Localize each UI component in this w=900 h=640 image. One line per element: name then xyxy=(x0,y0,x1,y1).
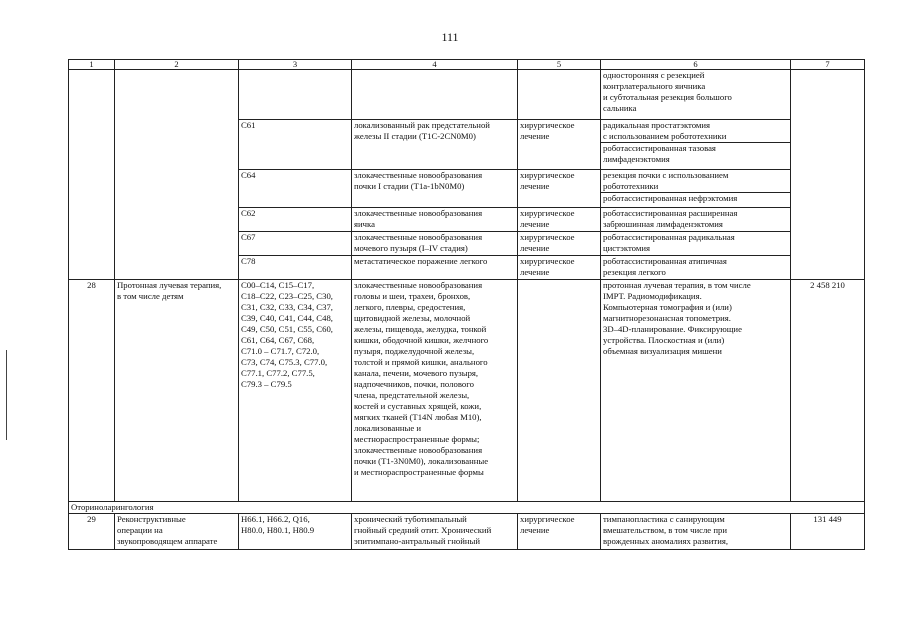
header-cell: 7 xyxy=(791,60,865,70)
header-cell: 4 xyxy=(352,60,518,70)
procedure-name-cell: Реконструктивные операции на звукопроводящем аппарате xyxy=(115,514,239,550)
header-cell: 1 xyxy=(69,60,115,70)
cell xyxy=(115,232,239,256)
cost-cell: 2 458 210 xyxy=(791,280,865,502)
treatment-cell: протонная лучевая терапия, в том числе IMPT. Радиомодификация. Компьютерная томография и (или) магнитнорезонансная топометрия. 3D–4D-планирование. Фиксирующие устройства. Плоскостная и (или) объемная визуализация мишени xyxy=(601,280,791,502)
treatment-type-cell xyxy=(518,280,601,502)
diagnosis-cell: злокачественные новообразования головы и шеи, трахеи, бронхов, легкого, плевры, средостения, щитовидной железы, молочной железы, пищевода, желудка, тонкой кишки, ободочной кишки, желчного пузыря, поджелудочной железы, толстой и прямой кишки, анального канала, печени, мочевого пузыря, надпочечников, почки, полового члена, предстательной железы, костей и суставных хрящей, кожи, мягких тканей (T14N любая M10), локализованные и местнораспространенные формы; злокачественные новообразования почки (T1-3N0M0), локализованные и местнораспространенные формы xyxy=(352,280,518,502)
cell xyxy=(791,208,865,232)
treatment-cell: радикальная простатэктомия с использованием робототехники роботассистированная тазовая лимфаденэктомия xyxy=(601,120,791,170)
diagnosis-cell: злокачественные новообразования яичка xyxy=(352,208,518,232)
treatment-type-cell: хирургическое лечение xyxy=(518,514,601,550)
icd-code-cell: H66.1, H66.2, Q16, H80.0, H80.1, H80.9 xyxy=(239,514,352,550)
treatment-cell: резекция почки с использованием робототехники роботассистированная нефрэктомия xyxy=(601,170,791,208)
icd-code-cell: C67 xyxy=(239,232,352,256)
treatment-type-cell: хирургическое лечение xyxy=(518,170,601,208)
cell xyxy=(69,70,115,120)
cell xyxy=(791,70,865,120)
table-row xyxy=(69,70,865,120)
diagnosis-cell: локализованный рак предстательной железы II стадии (T1C-2CN0M0) xyxy=(352,120,518,170)
margin-line xyxy=(6,350,7,440)
cell xyxy=(69,170,115,208)
cell xyxy=(69,208,115,232)
header-row xyxy=(69,60,865,70)
table-row xyxy=(69,120,865,170)
item-number-cell: 29 xyxy=(69,514,115,550)
header-cell: 3 xyxy=(239,60,352,70)
cell xyxy=(791,120,865,170)
table-row xyxy=(69,256,865,280)
icd-code-cell: C62 xyxy=(239,208,352,232)
diagnosis-cell: метастатическое поражение легкого xyxy=(352,256,518,280)
treatment-subitem: роботассистированная тазовая лимфаденэктомия xyxy=(601,142,790,165)
diagnosis-cell: злокачественные новообразования мочевого пузыря (I–IV стадия) xyxy=(352,232,518,256)
treatment-subitem: роботассистированная нефрэктомия xyxy=(601,192,790,204)
cell xyxy=(352,70,518,120)
procedure-name-cell: Протонная лучевая терапия, в том числе детям xyxy=(115,280,239,502)
cell xyxy=(791,256,865,280)
header-cell: 6 xyxy=(601,60,791,70)
cell xyxy=(115,208,239,232)
cell xyxy=(69,120,115,170)
icd-code-cell: C64 xyxy=(239,170,352,208)
cell xyxy=(791,232,865,256)
procedures-table xyxy=(68,59,865,550)
cell xyxy=(115,256,239,280)
page-number: 111 xyxy=(441,30,459,44)
table-row xyxy=(69,170,865,208)
treatment-cell: роботассистированная радикальная цистэктомия xyxy=(601,232,791,256)
table-row xyxy=(69,514,865,550)
treatment-type-cell: хирургическое лечение xyxy=(518,120,601,170)
cell xyxy=(69,232,115,256)
cell xyxy=(115,120,239,170)
treatment-cell: роботассистированная атипичная резекция легкого xyxy=(601,256,791,280)
cell xyxy=(518,70,601,120)
treatment-type-cell: хирургическое лечение xyxy=(518,208,601,232)
treatment-cell: роботассистированная расширенная забрюшинная лимфаденэктомия xyxy=(601,208,791,232)
diagnosis-cell: хронический туботимпальный гнойный средний отит. Хронический эпитимпано-антральный гнойный xyxy=(352,514,518,550)
icd-code-cell: C00–C14, C15–C17, C18–C22, C23–C25, C30, C31, C32, C33, C34, C37, C39, C40, C41, C44, C48, C49, C50, C51, C55, C60, C61, C64, C67, C68, C71.0 – C71.7, C72.0, C73, C74, C75.3, C77.0, C77.1, C77.2, C77.5, C79.3 – C79.5 xyxy=(239,280,352,502)
table-row xyxy=(69,208,865,232)
section-row xyxy=(69,502,865,514)
treatment-type-cell: хирургическое лечение xyxy=(518,256,601,280)
treatment-type-cell: хирургическое лечение xyxy=(518,232,601,256)
treatment-cell: тимпанопластика с санирующим вмешательством, в том числе при врожденных аномалиях развития, xyxy=(601,514,791,550)
header-cell: 2 xyxy=(115,60,239,70)
table-row xyxy=(69,280,865,502)
treatment-cell: односторонняя с резекцией контрлатерального яичника и субтотальная резекция большого сальника xyxy=(601,70,791,120)
cell xyxy=(791,170,865,208)
header-cell: 5 xyxy=(518,60,601,70)
diagnosis-cell: злокачественные новообразования почки I стадии (T1a-1bN0M0) xyxy=(352,170,518,208)
section-title: Оториноларингология xyxy=(69,502,865,514)
cell xyxy=(69,256,115,280)
cost-cell: 131 449 xyxy=(791,514,865,550)
cell xyxy=(115,70,239,120)
icd-code-cell: C78 xyxy=(239,256,352,280)
cell xyxy=(115,170,239,208)
icd-code-cell: C61 xyxy=(239,120,352,170)
item-number-cell: 28 xyxy=(69,280,115,502)
cell xyxy=(239,70,352,120)
table-row xyxy=(69,232,865,256)
